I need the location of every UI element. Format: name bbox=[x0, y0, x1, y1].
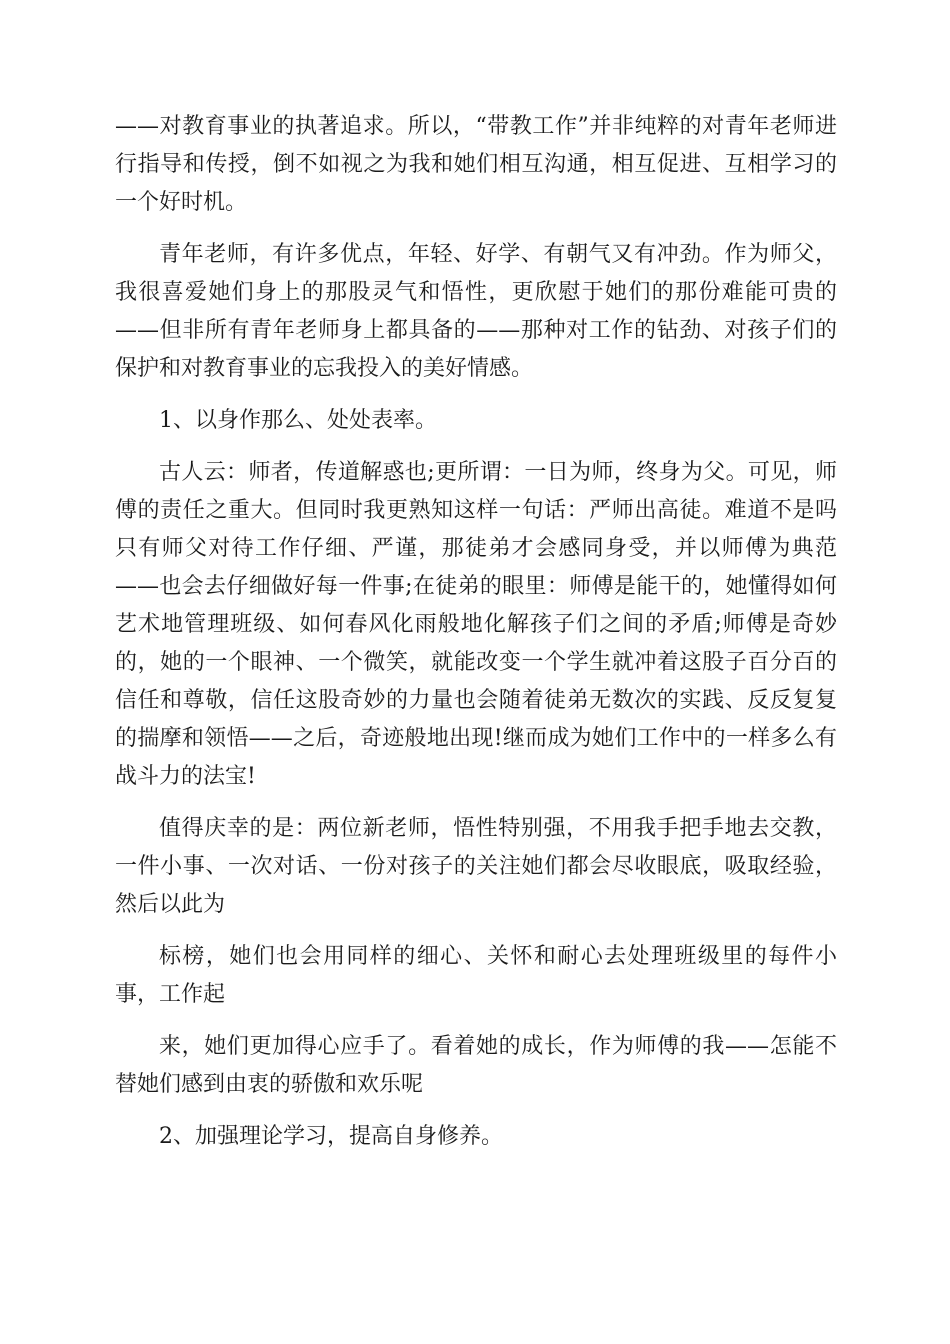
paragraph-6: 标榜，她们也会用同样的细心、关怀和耐心去处理班级里的每件小事，工作起 bbox=[115, 944, 837, 1007]
paragraph-3: 1、以身作那么、处处表率。 bbox=[159, 408, 437, 433]
paragraph-1: ——对教育事业的执著追求。所以，“带教工作”并非纯粹的对青年老师进行指导和传授，倒不如视之为我和她们相互沟通，相互促进、互相学习的一个好时机。 bbox=[115, 114, 837, 215]
paragraph-8: 2、加强理论学习，提高自身修养。 bbox=[159, 1124, 503, 1149]
paragraph-4: 古人云：师者，传道解惑也;更所谓：一日为师，终身为父。可见，师傅的责任之重大。但同时我更熟知这样一句话：严师出高徒。难道不是吗只有师父对待工作仔细、严谨，那徒弟才会感同身受，并以师傅为典范——也会去仔细做好每一件事;在徒弟的眼里：师傅是能干的，她懂得如何艺术地管理班级、如何春风化雨般地化解孩子们之间的矛盾;师傅是奇妙的，她的一个眼神、一个微笑，就能改变一个学生就冲着这股子百分百的信任和尊敬，信任这股奇妙的力量也会随着徒弟无数次的实践、反反复复的揣摩和领悟——之后，奇迹般地出现!继而成为她们工作中的一样多么有战斗力的法宝! bbox=[115, 460, 837, 789]
paragraph-2: 青年老师，有许多优点，年轻、好学、有朝气又有冲劲。作为师父，我很喜爱她们身上的那股灵气和悟性，更欣慰于她们的那份难能可贵的——但非所有青年老师身上都具备的——那种对工作的钻劲、对孩子们的保护和对教育事业的忘我投入的美好情感。 bbox=[115, 242, 837, 381]
paragraph-7: 来，她们更加得心应手了。看着她的成长，作为师傅的我——怎能不替她们感到由衷的骄傲和欢乐呢 bbox=[115, 1034, 837, 1097]
document-body bbox=[115, 108, 837, 1170]
paragraph-5: 值得庆幸的是：两位新老师，悟性特别强，不用我手把手地去交教，一件小事、一次对话、一份对孩子的关注她们都会尽收眼底，吸取经验，然后以此为 bbox=[115, 816, 837, 917]
